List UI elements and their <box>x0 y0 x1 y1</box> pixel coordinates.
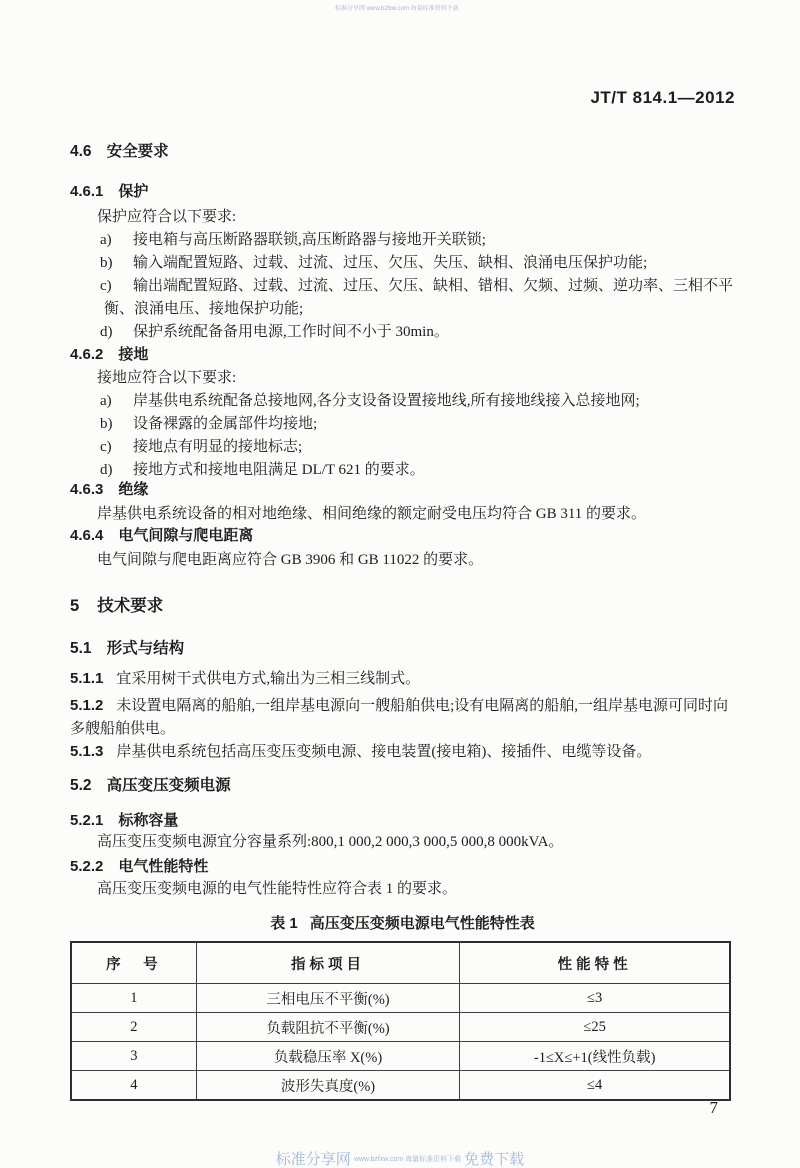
table-caption-title: 高压变压变频电源电气性能特性表 <box>309 915 535 932</box>
section-number: 4.6.1 <box>70 183 104 200</box>
list-marker: a) <box>100 232 112 248</box>
list-item <box>70 252 735 275</box>
cell-no: 2 <box>71 1013 196 1042</box>
section-title: 保护 <box>118 183 149 200</box>
section-heading-4-6-3 <box>70 479 735 500</box>
watermark-bottom <box>0 1148 800 1168</box>
clause-number: 5.1.2 <box>70 697 104 714</box>
section-title: 高压变压变频电源 <box>106 777 231 794</box>
list-item <box>70 321 735 344</box>
section-title: 电气性能特性 <box>118 858 209 875</box>
cell-item: 三相电压不平衡(%) <box>196 984 460 1013</box>
clause-number: 5.1.3 <box>70 743 104 760</box>
section-heading-5-2 <box>70 775 735 796</box>
table-header-row <box>71 942 730 984</box>
cell-no: 4 <box>71 1071 196 1101</box>
table-row <box>71 1013 730 1042</box>
paragraph-4-6-4: 电气间隙与爬电距离应符合 GB 3906 和 GB 11022 的要求。 <box>97 552 484 568</box>
list-text: 输入端配置短路、过载、过流、过压、欠压、失压、缺相、浪涌电压保护功能; <box>133 255 648 271</box>
cell-item: 负载稳压率 X(%) <box>196 1042 460 1071</box>
column-header-no: 序 号 <box>71 942 196 984</box>
section-number: 5.2.2 <box>70 858 104 875</box>
section-title: 标称容量 <box>118 812 179 829</box>
clause-text: 宜采用树干式供电方式,输出为三相三线制式。 <box>116 671 421 687</box>
clause-5-1-2 <box>70 694 735 741</box>
paragraph-5-2-2: 高压变压变频电源的电气性能特性应符合表 1 的要求。 <box>97 881 458 897</box>
section-number: 4.6.4 <box>70 527 104 544</box>
section-number: 5.2 <box>70 777 92 794</box>
list-text: 接地方式和接地电阻满足 DL/T 621 的要求。 <box>133 462 425 478</box>
section-number: 5.1 <box>70 640 92 657</box>
section-title: 接地 <box>118 346 149 363</box>
section-heading-5 <box>70 595 735 617</box>
cell-value: -1≤X≤+1(线性负载) <box>460 1042 730 1071</box>
section-heading-4-6-1 <box>70 181 735 202</box>
list-marker: c) <box>100 278 112 294</box>
section-heading-5-2-2 <box>70 856 735 877</box>
list-text: 保护系统配备备用电源,工作时间不小于 30min。 <box>133 324 449 340</box>
list-marker: a) <box>100 393 112 409</box>
section-title: 安全要求 <box>106 143 169 160</box>
list-text: 岸基供电系统配备总接地网,各分支设备设置接地线,所有接地线接入总接地网; <box>133 393 640 409</box>
list-text: 设备裸露的金属部件均接地; <box>133 416 318 432</box>
clause-text: 岸基供电系统包括高压变压变频电源、接电装置(接电箱)、接插件、电缆等设备。 <box>116 744 652 760</box>
list-marker: d) <box>100 462 113 478</box>
section-heading-5-1 <box>70 638 735 659</box>
list-item <box>70 390 735 413</box>
list-marker: d) <box>100 324 113 340</box>
cell-no: 3 <box>71 1042 196 1071</box>
watermark-top: 标准分享网 www.bzfxw.com 海量标准资料下载 <box>335 6 459 12</box>
paragraph-4-6-1-intro: 保护应符合以下要求: <box>97 209 237 225</box>
section-heading-4-6-4 <box>70 525 735 546</box>
watermark-url: www.bzfxw.com 海量标准资料下载 <box>353 1155 462 1163</box>
list-marker: b) <box>100 255 113 271</box>
column-header-value: 性能特性 <box>460 942 730 984</box>
section-number: 4.6.2 <box>70 346 104 363</box>
clause-number: 5.1.1 <box>70 670 104 687</box>
section-number: 5.2.1 <box>70 812 104 829</box>
doc-number: JT/T 814.1—2012 <box>590 88 735 107</box>
list-marker: c) <box>100 439 112 455</box>
section-heading-4-6 <box>70 141 735 162</box>
list-item <box>70 275 735 321</box>
page-content <box>70 88 735 1101</box>
paragraph-4-6-2-intro: 接地应符合以下要求: <box>97 370 237 386</box>
table-row <box>71 1071 730 1101</box>
list-item <box>70 229 735 252</box>
section-number: 4.6.3 <box>70 481 104 498</box>
paragraph-4-6-3: 岸基供电系统设备的相对地绝缘、相间绝缘的额定耐受电压均符合 GB 311 的要求。 <box>97 506 647 522</box>
clause-text: 未设置电隔离的船舶,一组岸基电源向一艘船舶供电;设有电隔离的船舶,一组岸基电源可同时向多艘船舶供电。 <box>70 698 729 737</box>
section-heading-4-6-2 <box>70 344 735 365</box>
list-item <box>70 413 735 436</box>
table-row <box>71 1042 730 1071</box>
cell-no: 1 <box>71 984 196 1013</box>
section-title: 绝缘 <box>118 481 149 498</box>
table-row <box>71 984 730 1013</box>
list-item <box>70 436 735 459</box>
spec-table <box>70 941 731 1101</box>
table-caption <box>70 913 735 934</box>
list-text: 接地点有明显的接地标志; <box>133 439 303 455</box>
section-number: 5 <box>70 597 80 615</box>
list-marker: b) <box>100 416 113 432</box>
section-heading-5-2-1 <box>70 810 735 831</box>
cell-value: ≤4 <box>460 1071 730 1101</box>
section-title: 形式与结构 <box>106 640 185 657</box>
watermark-free-download: 免费下载 <box>464 1151 525 1168</box>
column-header-item: 指标项目 <box>196 942 460 984</box>
section-number: 4.6 <box>70 143 92 160</box>
cell-item: 负载阻抗不平衡(%) <box>196 1013 460 1042</box>
cell-value: ≤25 <box>460 1013 730 1042</box>
page-number: 7 <box>709 1098 718 1117</box>
cell-value: ≤3 <box>460 984 730 1013</box>
list-text: 接电箱与高压断路器联锁,高压断路器与接地开关联锁; <box>133 232 486 248</box>
cell-item: 波形失真度(%) <box>196 1071 460 1101</box>
list-text: 输出端配置短路、过载、过流、过压、欠压、缺相、错相、欠频、过频、逆功率、三相不平衡、浪涌电压、接地保护功能; <box>104 278 734 317</box>
watermark-site-name: 标准分享网 <box>275 1151 351 1168</box>
section-title: 电气间隙与爬电距离 <box>118 527 254 544</box>
table-caption-label: 表 1 <box>270 915 298 932</box>
paragraph-5-2-1: 高压变压变频电源宜分容量系列:800,1 000,2 000,3 000,5 000,8 000kVA。 <box>97 834 564 850</box>
section-title: 技术要求 <box>97 597 164 615</box>
clause-5-1-3 <box>70 740 735 764</box>
clause-5-1-1 <box>70 667 735 691</box>
